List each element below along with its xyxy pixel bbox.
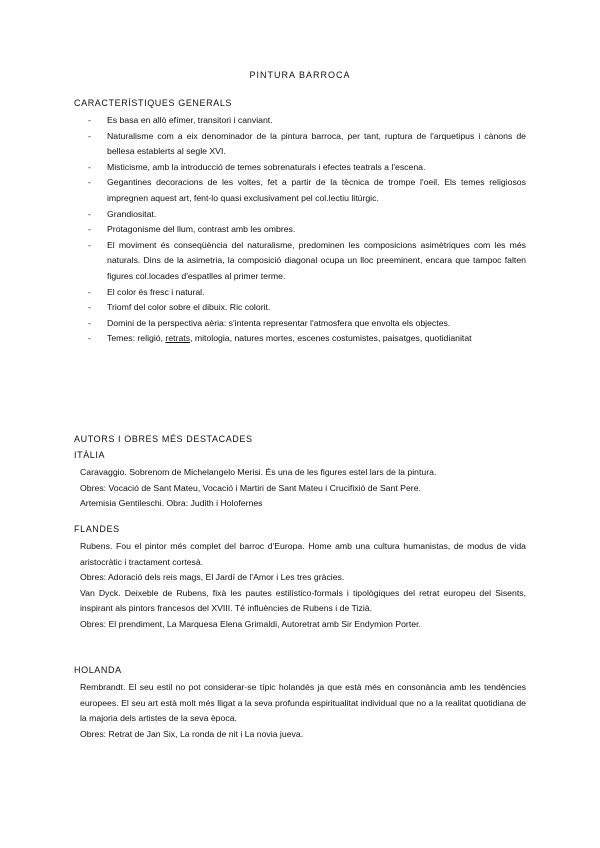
list-item: - Naturalisme com a eix denominador de la pintura barroca, per tant, ruptura de l'arquetipus i cànons de bellesa establerts al segle XVI. <box>74 129 526 160</box>
list-item: - Protagonisme del llum, contrast amb les ombres. <box>74 222 526 238</box>
characteristics-list <box>74 113 526 347</box>
themes-text-start: Temes: religió, <box>107 333 166 344</box>
flandes-line: Van Dyck. Deixeble de Rubens, fixà les pautes estilístico-formals i tipològiques del retrat europeu del Sisents, inspirant als pintors francesos del XVIII. Té influències de Rubens i de Tizià. <box>80 587 526 614</box>
list-item: - Es basa en allò efímer, transitori i canviant. <box>74 113 526 129</box>
list-item-themes <box>74 331 526 347</box>
holanda-line: Obres: Retrat de Jan Six, La ronda de nit i La novia jueva. <box>80 728 304 739</box>
flandes-line: Obres: El prendiment, La Marquesa Elena Grimaldi, Autoretrat amb Sir Endymion Porter. <box>80 618 421 629</box>
holanda-line: Rembrandt. El seu estil no pot considerar-se típic holandès ja que està més en consonància amb les tendències europees. El seu art està molt més lligat a la seva profunda espiritualitat individual que no a la realitat quotidiana de la majoria dels artistes de la seva època. <box>80 682 526 724</box>
italia-line: Obres: Vocació de Sant Mateu, Vocació i Martiri de Sant Mateu i Crucifixió de Sant Pere. <box>80 482 421 493</box>
flandes-line: Rubens. Fou el pintor més complet del barroc d'Europa. Home amb una cultura humanistas, de modus de vida aristocràtic i tractament cortesà. <box>80 541 526 567</box>
list-item: - Gegantines decoracions de les voltes, fet a partir de la tècnica de trompe l'oeil. Els temes religiosos impregnen aquest art, fent-lo quasi exclusivament pel col.lectiu litúrgic. <box>74 175 526 206</box>
flandes-heading: FLANDES <box>74 524 120 534</box>
list-item: - Triomf del color sobre el dibuix. Ric colorit. <box>74 300 526 316</box>
general-heading: CARACTERÍSTIQUES GENERALS <box>74 98 233 108</box>
list-item: - El moviment és conseqüència del naturalisme, predominen les composicions asimètriques com les més naturals. Dins de la asimetria, la composició diagonal ocupa un lloc preeminent, encara que tampoc falten figures col.locades d'espatlles al primer terme. <box>74 238 526 285</box>
themes-text-end: , mitologia, natures mortes, escenes costumistes, paisatges, quotidianitat <box>190 333 472 344</box>
list-item: - Misticisme, amb la introducció de temes sobrenaturals i efectes teatrals a l'escena. <box>74 160 526 176</box>
themes-underlined-word: retrats <box>165 333 191 344</box>
italia-heading: ITÀLIA <box>74 450 106 460</box>
list-item: - Domini de la perspectiva aèria: s'intenta representar l'atmosfera que envolta els objectes. <box>74 316 526 332</box>
list-item: - Grandiositat. <box>74 207 526 223</box>
italia-line: Artemisia Gentileschi. Obra: Judith i Holofernes <box>80 498 263 509</box>
document-title: PINTURA BARROCA <box>249 70 351 80</box>
holanda-block <box>80 680 526 742</box>
italia-line: Caravaggio. Sobrenom de Michelangelo Merisi. És una de les figures estel lars de la pintura. <box>80 467 437 477</box>
italia-block <box>80 465 526 512</box>
flandes-block <box>80 539 526 633</box>
authors-heading: AUTORS I OBRES MÉS DESTACADES <box>74 434 253 444</box>
list-item: - El color és fresc i natural. <box>74 285 526 301</box>
flandes-line: Obres: Adoració dels reis mags, El Jardí de l'Amor i Les tres gràcies. <box>80 572 345 583</box>
holanda-heading: HOLANDA <box>74 665 122 675</box>
